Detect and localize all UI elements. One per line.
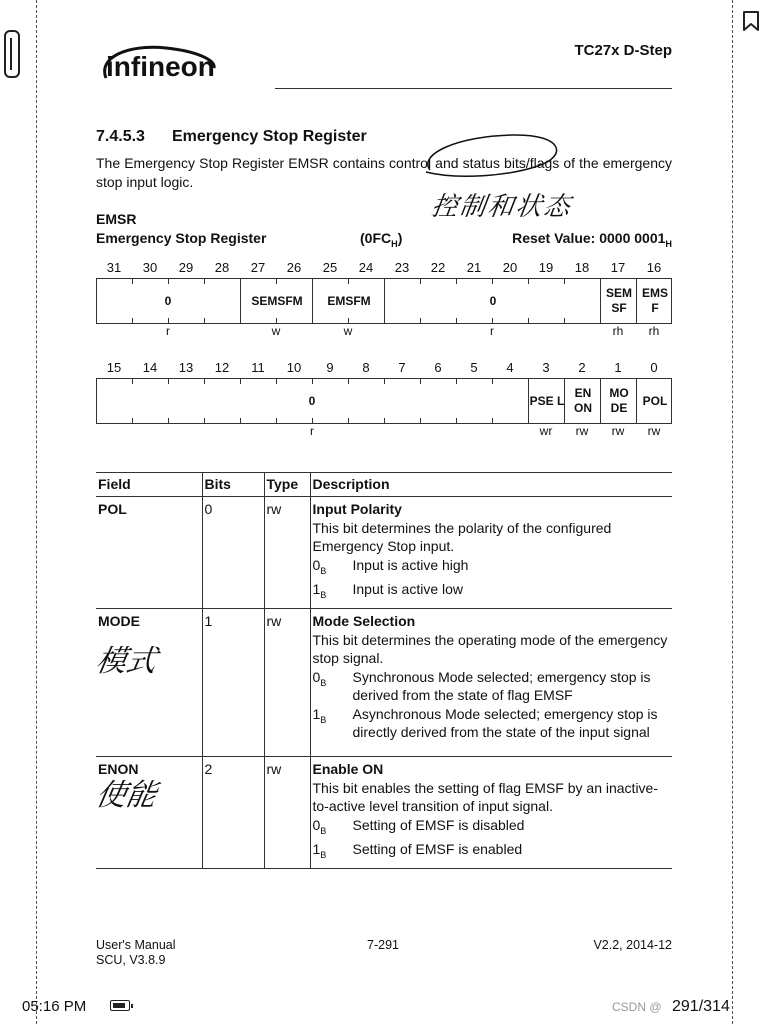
lower-bit-tick bbox=[204, 418, 205, 424]
upper-bit-tick bbox=[528, 318, 529, 324]
lower-bit-tick bbox=[276, 418, 277, 424]
enum-value: 0 bbox=[312, 556, 321, 573]
bookmark-icon[interactable] bbox=[742, 10, 760, 32]
lower-access-label: r bbox=[310, 424, 314, 438]
section-title: Emergency Stop Register bbox=[172, 128, 367, 145]
field-bits: 0 bbox=[202, 497, 264, 609]
upper-bit-tick bbox=[204, 318, 205, 324]
lower-bit-tick bbox=[312, 378, 313, 384]
upper-bit-number: 29 bbox=[178, 260, 194, 275]
upper-bit-number: 27 bbox=[250, 260, 266, 275]
lower-bit-number: 14 bbox=[142, 360, 158, 375]
upper-field-cell: 0 bbox=[384, 279, 601, 323]
upper-bit-number: 30 bbox=[142, 260, 158, 275]
enum-entry bbox=[313, 668, 671, 705]
lower-bit-tick bbox=[420, 418, 421, 424]
logo-wordmark: infineon bbox=[106, 51, 215, 82]
upper-bit-number: 21 bbox=[466, 260, 482, 275]
upper-register-box bbox=[96, 278, 672, 324]
upper-bit-tick bbox=[528, 278, 529, 284]
intro-paragraph: The Emergency Stop Register EMSR contains control and status bits/flags of the emergency stop input logic. bbox=[96, 155, 672, 190]
description-title: Input Polarity bbox=[312, 501, 402, 517]
sidebar-toggle-handle[interactable] bbox=[4, 30, 20, 78]
enum-suffix: B bbox=[320, 825, 327, 836]
lower-bit-number: 4 bbox=[506, 360, 514, 375]
field-name: ENON bbox=[98, 761, 139, 778]
reset-label: Reset Value: 0000 0001 bbox=[512, 230, 666, 246]
upper-bit-tick bbox=[456, 318, 457, 324]
upper-field-cell: EMS F bbox=[636, 279, 673, 323]
upper-bit-number: 18 bbox=[574, 260, 590, 275]
upper-bit-number: 25 bbox=[322, 260, 338, 275]
register-diagram-lower bbox=[96, 360, 672, 440]
field-description bbox=[310, 609, 672, 757]
enum-value: 1 bbox=[312, 580, 321, 597]
lower-bit-tick bbox=[456, 378, 457, 384]
description-text: This bit determines the polarity of the configured Emergency Stop input. bbox=[312, 519, 612, 554]
lower-bit-tick bbox=[384, 418, 385, 424]
upper-bit-number: 19 bbox=[538, 260, 554, 275]
register-reset-value bbox=[440, 230, 672, 249]
lower-bit-number: 15 bbox=[106, 360, 122, 375]
field-name-cell bbox=[93, 609, 202, 757]
header-description: Description bbox=[310, 473, 672, 497]
lower-bit-tick bbox=[168, 378, 169, 384]
upper-bit-tick bbox=[168, 278, 169, 284]
register-diagram-upper bbox=[96, 260, 672, 340]
field-type: rw bbox=[264, 757, 310, 869]
upper-field-cell: SEM SF bbox=[600, 279, 637, 323]
header-field: Field bbox=[96, 473, 202, 497]
description-title: Mode Selection bbox=[312, 613, 416, 630]
upper-bit-tick bbox=[456, 278, 457, 284]
lower-field-cell: EN ON bbox=[564, 379, 601, 423]
lower-bit-number: 6 bbox=[434, 360, 442, 375]
header-bits: Bits bbox=[202, 473, 264, 497]
upper-bit-number: 22 bbox=[430, 260, 446, 275]
reader-page-count[interactable]: 291/314 bbox=[672, 998, 730, 1015]
upper-bit-tick bbox=[132, 278, 133, 284]
upper-bit-number: 17 bbox=[610, 260, 626, 275]
table-row bbox=[96, 609, 672, 757]
lower-bit-tick bbox=[348, 378, 349, 384]
enum-value: 1 bbox=[312, 840, 321, 857]
enum-text: Asynchronous Mode selected; emergency stop is directly derived from the state of the input signal bbox=[352, 705, 658, 741]
status-time: 05:16 PM bbox=[22, 998, 87, 1015]
upper-bit-tick bbox=[348, 278, 349, 284]
upper-access-label: r bbox=[490, 324, 494, 338]
lower-field-cell: 0 bbox=[308, 393, 316, 408]
register-short-name: EMSR bbox=[96, 211, 137, 227]
lower-bit-tick bbox=[348, 418, 349, 424]
register-long-name: Emergency Stop Register bbox=[96, 230, 267, 246]
field-bits: 1 bbox=[202, 609, 264, 757]
handwritten-note-mode: 模式 bbox=[93, 644, 160, 680]
lower-bit-tick bbox=[132, 418, 133, 424]
upper-field-cell: EMSFM bbox=[312, 279, 385, 323]
upper-bit-tick bbox=[420, 278, 421, 284]
field-description bbox=[310, 757, 672, 869]
register-address: $(0FC_H)$ bbox=[360, 230, 403, 249]
enum-text: Synchronous Mode selected; emergency stop is derived from the state of flag EMSF bbox=[352, 668, 651, 704]
lower-bit-tick bbox=[240, 378, 241, 384]
description-text: This bit determines the operating mode of the emergency stop signal. bbox=[312, 631, 668, 667]
enum-value: 0 bbox=[312, 668, 321, 685]
upper-bit-tick bbox=[564, 318, 565, 324]
lower-access-label: rw bbox=[611, 424, 625, 438]
upper-bit-number: 26 bbox=[286, 260, 302, 275]
document-title: TC27x D-Step bbox=[574, 42, 672, 59]
lower-bit-tick bbox=[132, 378, 133, 384]
enum-entry bbox=[313, 816, 671, 840]
lower-access-label: rw bbox=[647, 424, 661, 438]
handwritten-ellipse bbox=[418, 132, 568, 188]
upper-field-cell: 0 bbox=[164, 293, 172, 308]
lower-bit-tick bbox=[204, 378, 205, 384]
lower-bit-number: 8 bbox=[362, 360, 370, 375]
lower-bit-tick bbox=[384, 378, 385, 384]
enum-text: Setting of EMSF is disabled bbox=[352, 816, 525, 833]
upper-bit-number: 20 bbox=[502, 260, 518, 275]
infineon-logo bbox=[96, 38, 222, 94]
upper-bit-number: 23 bbox=[394, 260, 410, 275]
right-margin-guide bbox=[732, 0, 733, 1024]
description-text: This bit enables the setting of flag EMSF by an inactive-to-active level transition of input signal. bbox=[312, 779, 659, 815]
lower-bit-number: 13 bbox=[178, 360, 194, 375]
lower-field-cell: POL bbox=[636, 379, 673, 423]
csdn-watermark: CSDN @ bbox=[612, 1000, 662, 1014]
left-margin-guide bbox=[36, 0, 37, 1024]
upper-access-label: w bbox=[271, 324, 281, 338]
field-type: rw bbox=[264, 497, 310, 609]
handwritten-note-control-status: 控制和状态 bbox=[429, 192, 574, 222]
lower-bit-number: 1 bbox=[614, 360, 622, 375]
upper-bit-number: 28 bbox=[214, 260, 230, 275]
field-name-cell bbox=[93, 757, 202, 869]
upper-field-cell: SEMSFM bbox=[240, 279, 313, 323]
field-type: rw bbox=[264, 609, 310, 757]
lower-field-cell: MO DE bbox=[600, 379, 637, 423]
enum-suffix: B bbox=[320, 677, 327, 688]
header-type: Type bbox=[264, 473, 310, 497]
field-description bbox=[310, 497, 672, 609]
enum-entry bbox=[313, 580, 671, 604]
upper-bit-tick bbox=[132, 318, 133, 324]
footer-version: V2.2, 2014-12 bbox=[593, 938, 672, 952]
lower-bit-number: 11 bbox=[251, 360, 265, 375]
address-value: 0FC bbox=[364, 230, 392, 246]
enum-suffix: B bbox=[320, 714, 327, 725]
upper-bit-number: 16 bbox=[646, 260, 662, 275]
upper-bit-tick bbox=[204, 278, 205, 284]
address-suffix: H bbox=[391, 238, 398, 249]
lower-bit-number: 3 bbox=[542, 360, 550, 375]
lower-bit-number: 12 bbox=[214, 360, 230, 375]
footer-manual: User's Manual bbox=[96, 938, 176, 952]
enum-text: Input is active high bbox=[352, 556, 469, 573]
lower-bit-tick bbox=[492, 418, 493, 424]
section-heading bbox=[96, 128, 367, 146]
lower-bit-tick bbox=[420, 378, 421, 384]
lower-bit-tick bbox=[492, 378, 493, 384]
lower-bit-tick bbox=[456, 418, 457, 424]
lower-access-label: rw bbox=[575, 424, 589, 438]
lower-field-cell: PSE L bbox=[528, 379, 565, 423]
upper-access-label: rh bbox=[648, 324, 660, 338]
lower-bit-tick bbox=[168, 418, 169, 424]
header-rule bbox=[275, 88, 672, 89]
upper-bit-number: 24 bbox=[358, 260, 374, 275]
enum-entry bbox=[313, 840, 671, 864]
reset-suffix: H bbox=[665, 238, 672, 249]
lower-bit-number: 2 bbox=[578, 360, 586, 375]
upper-bit-tick bbox=[420, 318, 421, 324]
enum-suffix: B bbox=[320, 565, 327, 576]
table-row bbox=[96, 757, 672, 869]
field-name: POL bbox=[96, 497, 202, 609]
upper-bit-number: 31 bbox=[106, 260, 122, 275]
enum-value: 0 bbox=[312, 816, 321, 833]
table-header-row bbox=[96, 473, 672, 497]
upper-bit-tick bbox=[492, 278, 493, 284]
lower-access-label: wr bbox=[539, 424, 553, 438]
lower-bit-number: 5 bbox=[470, 360, 478, 375]
footer-manual-info bbox=[96, 938, 176, 968]
footer-page-number: 7-291 bbox=[367, 938, 399, 952]
battery-icon bbox=[110, 1000, 130, 1011]
enum-suffix: B bbox=[320, 849, 327, 860]
lower-bit-number: 10 bbox=[286, 360, 302, 375]
field-name: MODE bbox=[98, 613, 140, 630]
lower-bit-number: 0 bbox=[650, 360, 658, 375]
enum-entry bbox=[313, 556, 671, 580]
upper-access-label: rh bbox=[612, 324, 624, 338]
lower-bit-number: 7 bbox=[398, 360, 406, 375]
lower-bit-tick bbox=[240, 418, 241, 424]
enum-suffix: B bbox=[320, 589, 327, 600]
upper-bit-tick bbox=[276, 278, 277, 284]
field-bits: 2 bbox=[202, 757, 264, 869]
enum-entry bbox=[313, 705, 671, 742]
table-row bbox=[96, 497, 672, 609]
section-number: 7.4.5.3 bbox=[96, 128, 145, 145]
upper-bit-tick bbox=[564, 278, 565, 284]
enum-text: Setting of EMSF is enabled bbox=[352, 840, 523, 857]
upper-access-label: w bbox=[343, 324, 353, 338]
handwritten-note-enable: 使能 bbox=[93, 778, 160, 814]
field-description-table bbox=[93, 472, 672, 869]
footer-module: SCU, V3.8.9 bbox=[96, 953, 166, 967]
description-title: Enable ON bbox=[312, 761, 384, 778]
lower-bit-tick bbox=[276, 378, 277, 384]
enum-value: 1 bbox=[312, 705, 321, 722]
enum-text: Input is active low bbox=[352, 580, 463, 597]
lower-bit-number: 9 bbox=[326, 360, 334, 375]
upper-access-label: r bbox=[166, 324, 170, 338]
